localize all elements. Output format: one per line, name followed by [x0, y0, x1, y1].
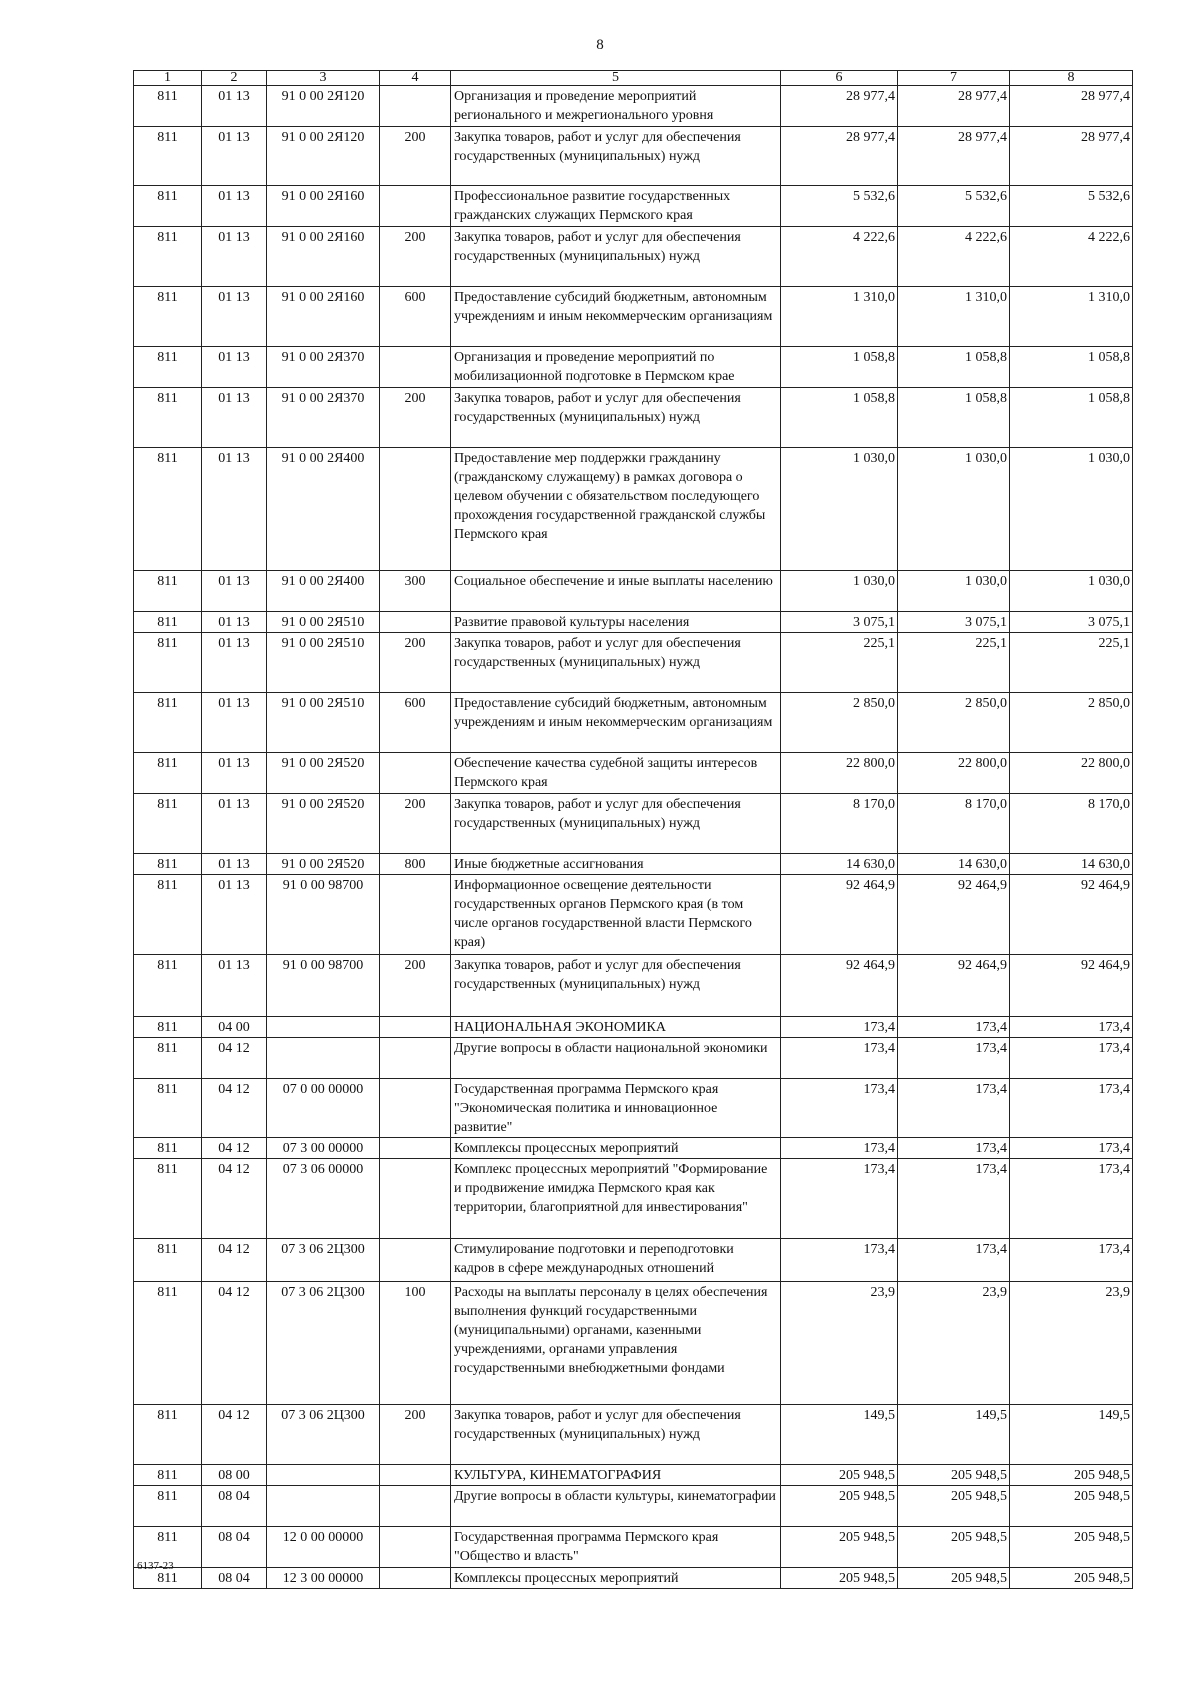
target-article-cell: 91 0 00 2Я370: [267, 388, 380, 448]
expense-type-cell: [380, 753, 451, 794]
table-row: [134, 388, 1133, 448]
amount-cell-col7: 22 800,0: [898, 753, 1010, 794]
expense-type-cell: [380, 1486, 451, 1527]
expense-type-cell: 200: [380, 127, 451, 186]
target-article-cell: 91 0 00 2Я510: [267, 693, 380, 753]
description-cell: Комплексы процессных мероприятий: [451, 1568, 781, 1589]
subsection-code-cell: 01 13: [202, 875, 267, 955]
target-article-cell: 07 3 00 00000: [267, 1138, 380, 1159]
amount-cell-col6: 173,4: [781, 1038, 898, 1079]
section-code-cell: 811: [134, 1282, 202, 1405]
table-row: [134, 86, 1133, 127]
section-code-cell: 811: [134, 794, 202, 854]
amount-cell-col8: 92 464,9: [1010, 875, 1133, 955]
target-article-cell: [267, 1465, 380, 1486]
subsection-code-cell: 01 13: [202, 633, 267, 693]
description-cell: Закупка товаров, работ и услуг для обеспечения государственных (муниципальных) нужд: [451, 955, 781, 1017]
amount-cell-col8: 1 030,0: [1010, 448, 1133, 571]
target-article-cell: 91 0 00 2Я400: [267, 571, 380, 612]
section-code-cell: 811: [134, 1138, 202, 1159]
subsection-code-cell: 08 04: [202, 1527, 267, 1568]
table-row: [134, 693, 1133, 753]
amount-cell-col7: 205 948,5: [898, 1486, 1010, 1527]
target-article-cell: 91 0 00 2Я520: [267, 794, 380, 854]
amount-cell-col8: 2 850,0: [1010, 693, 1133, 753]
section-code-cell: 811: [134, 287, 202, 347]
table-row: [134, 1568, 1133, 1589]
expense-type-cell: 200: [380, 227, 451, 287]
section-code-cell: 811: [134, 612, 202, 633]
amount-cell-col6: 2 850,0: [781, 693, 898, 753]
amount-cell-col6: 92 464,9: [781, 875, 898, 955]
amount-cell-col8: 92 464,9: [1010, 955, 1133, 1017]
budget-table: [133, 70, 1133, 1589]
amount-cell-col8: 173,4: [1010, 1159, 1133, 1239]
amount-cell-col6: 4 222,6: [781, 227, 898, 287]
amount-cell-col7: 173,4: [898, 1038, 1010, 1079]
table-row: [134, 347, 1133, 388]
section-code-cell: 811: [134, 186, 202, 227]
page-number: 8: [596, 37, 604, 53]
description-cell: Информационное освещение деятельности государственных органов Пермского края (в том числе органов государственной власти Пермского края): [451, 875, 781, 955]
section-code-cell: 811: [134, 388, 202, 448]
description-cell: Развитие правовой культуры населения: [451, 612, 781, 633]
description-cell: Расходы на выплаты персоналу в целях обеспечения выполнения функций государственными (муниципальными) органами, казенными учреждениями, органами управления государственными внебюджетными фондами: [451, 1282, 781, 1405]
target-article-cell: 91 0 00 2Я160: [267, 227, 380, 287]
amount-cell-col7: 28 977,4: [898, 86, 1010, 127]
expense-type-cell: [380, 612, 451, 633]
column-header: 5: [451, 71, 781, 86]
amount-cell-col7: 205 948,5: [898, 1465, 1010, 1486]
subsection-code-cell: 01 13: [202, 287, 267, 347]
amount-cell-col6: 173,4: [781, 1138, 898, 1159]
section-code-cell: 811: [134, 571, 202, 612]
description-cell: Организация и проведение мероприятий по мобилизационной подготовке в Пермском крае: [451, 347, 781, 388]
amount-cell-col6: 205 948,5: [781, 1465, 898, 1486]
target-article-cell: 91 0 00 2Я520: [267, 753, 380, 794]
amount-cell-col8: 28 977,4: [1010, 86, 1133, 127]
amount-cell-col8: 205 948,5: [1010, 1465, 1133, 1486]
amount-cell-col8: 22 800,0: [1010, 753, 1133, 794]
section-code-cell: 811: [134, 854, 202, 875]
expense-type-cell: [380, 1239, 451, 1282]
amount-cell-col6: 8 170,0: [781, 794, 898, 854]
expense-type-cell: 200: [380, 388, 451, 448]
subsection-code-cell: 04 12: [202, 1405, 267, 1465]
amount-cell-col6: 92 464,9: [781, 955, 898, 1017]
amount-cell-col6: 205 948,5: [781, 1486, 898, 1527]
section-code-cell: 811: [134, 1568, 202, 1589]
description-cell: Организация и проведение мероприятий регионального и межрегионального уровня: [451, 86, 781, 127]
amount-cell-col6: 28 977,4: [781, 86, 898, 127]
subsection-code-cell: 08 04: [202, 1568, 267, 1589]
table-row: [134, 1239, 1133, 1282]
subsection-code-cell: 01 13: [202, 448, 267, 571]
target-article-cell: 07 3 06 2Ц300: [267, 1239, 380, 1282]
document-code: 6137-23: [137, 1560, 174, 1572]
description-cell: Закупка товаров, работ и услуг для обеспечения государственных (муниципальных) нужд: [451, 227, 781, 287]
target-article-cell: 07 3 06 00000: [267, 1159, 380, 1239]
amount-cell-col8: 4 222,6: [1010, 227, 1133, 287]
subsection-code-cell: 01 13: [202, 612, 267, 633]
target-article-cell: [267, 1038, 380, 1079]
amount-cell-col7: 205 948,5: [898, 1527, 1010, 1568]
subsection-code-cell: 01 13: [202, 854, 267, 875]
amount-cell-col7: 1 058,8: [898, 388, 1010, 448]
target-article-cell: 91 0 00 2Я510: [267, 612, 380, 633]
subsection-code-cell: 08 00: [202, 1465, 267, 1486]
table-row: [134, 186, 1133, 227]
amount-cell-col8: 1 058,8: [1010, 388, 1133, 448]
subsection-code-cell: 01 13: [202, 186, 267, 227]
table-row: [134, 1486, 1133, 1527]
description-cell: Закупка товаров, работ и услуг для обеспечения государственных (муниципальных) нужд: [451, 1405, 781, 1465]
amount-cell-col8: 8 170,0: [1010, 794, 1133, 854]
column-header: 6: [781, 71, 898, 86]
target-article-cell: 07 3 06 2Ц300: [267, 1405, 380, 1465]
table-row: [134, 794, 1133, 854]
amount-cell-col6: 1 058,8: [781, 388, 898, 448]
expense-type-cell: [380, 1527, 451, 1568]
table-row: [134, 1405, 1133, 1465]
section-code-cell: 811: [134, 633, 202, 693]
subsection-code-cell: 04 12: [202, 1159, 267, 1239]
description-cell: Закупка товаров, работ и услуг для обеспечения государственных (муниципальных) нужд: [451, 127, 781, 186]
amount-cell-col7: 173,4: [898, 1239, 1010, 1282]
amount-cell-col7: 173,4: [898, 1079, 1010, 1138]
table-row: [134, 571, 1133, 612]
amount-cell-col8: 173,4: [1010, 1017, 1133, 1038]
target-article-cell: [267, 1486, 380, 1527]
amount-cell-col8: 205 948,5: [1010, 1527, 1133, 1568]
table-row: [134, 854, 1133, 875]
expense-type-cell: [380, 1138, 451, 1159]
description-cell: КУЛЬТУРА, КИНЕМАТОГРАФИЯ: [451, 1465, 781, 1486]
expense-type-cell: 600: [380, 693, 451, 753]
description-cell: Предоставление субсидий бюджетным, автономным учреждениям и иным некоммерческим организациям: [451, 287, 781, 347]
amount-cell-col7: 14 630,0: [898, 854, 1010, 875]
target-article-cell: 07 3 06 2Ц300: [267, 1282, 380, 1405]
amount-cell-col7: 1 030,0: [898, 448, 1010, 571]
table-body: [134, 86, 1133, 1589]
expense-type-cell: [380, 1568, 451, 1589]
subsection-code-cell: 01 13: [202, 347, 267, 388]
column-header: 8: [1010, 71, 1133, 86]
section-code-cell: 811: [134, 127, 202, 186]
column-header: 4: [380, 71, 451, 86]
amount-cell-col8: 1 058,8: [1010, 347, 1133, 388]
table-row: [134, 227, 1133, 287]
section-code-cell: 811: [134, 1038, 202, 1079]
amount-cell-col6: 173,4: [781, 1239, 898, 1282]
subsection-code-cell: 04 12: [202, 1138, 267, 1159]
expense-type-cell: [380, 347, 451, 388]
amount-cell-col7: 8 170,0: [898, 794, 1010, 854]
expense-type-cell: 600: [380, 287, 451, 347]
target-article-cell: 91 0 00 2Я400: [267, 448, 380, 571]
amount-cell-col7: 173,4: [898, 1138, 1010, 1159]
amount-cell-col6: 1 058,8: [781, 347, 898, 388]
target-article-cell: 91 0 00 2Я120: [267, 86, 380, 127]
subsection-code-cell: 08 04: [202, 1486, 267, 1527]
expense-type-cell: 200: [380, 633, 451, 693]
target-article-cell: 91 0 00 2Я160: [267, 287, 380, 347]
description-cell: НАЦИОНАЛЬНАЯ ЭКОНОМИКА: [451, 1017, 781, 1038]
table-row: [134, 448, 1133, 571]
target-article-cell: 91 0 00 2Я520: [267, 854, 380, 875]
expense-type-cell: [380, 875, 451, 955]
description-cell: Комплексы процессных мероприятий: [451, 1138, 781, 1159]
description-cell: Государственная программа Пермского края "Общество и власть": [451, 1527, 781, 1568]
amount-cell-col7: 1 058,8: [898, 347, 1010, 388]
expense-type-cell: [380, 1038, 451, 1079]
amount-cell-col7: 2 850,0: [898, 693, 1010, 753]
amount-cell-col6: 14 630,0: [781, 854, 898, 875]
expense-type-cell: [380, 448, 451, 571]
amount-cell-col6: 22 800,0: [781, 753, 898, 794]
description-cell: Обеспечение качества судебной защиты интересов Пермского края: [451, 753, 781, 794]
amount-cell-col7: 149,5: [898, 1405, 1010, 1465]
section-code-cell: 811: [134, 1527, 202, 1568]
target-article-cell: 91 0 00 98700: [267, 955, 380, 1017]
expense-type-cell: 300: [380, 571, 451, 612]
table-row: [134, 127, 1133, 186]
subsection-code-cell: 01 13: [202, 86, 267, 127]
amount-cell-col8: 14 630,0: [1010, 854, 1133, 875]
expense-type-cell: [380, 86, 451, 127]
target-article-cell: [267, 1017, 380, 1038]
amount-cell-col8: 173,4: [1010, 1038, 1133, 1079]
subsection-code-cell: 01 13: [202, 955, 267, 1017]
amount-cell-col6: 3 075,1: [781, 612, 898, 633]
amount-cell-col7: 92 464,9: [898, 955, 1010, 1017]
expense-type-cell: [380, 1159, 451, 1239]
section-code-cell: 811: [134, 1465, 202, 1486]
description-cell: Государственная программа Пермского края "Экономическая политика и инновационное развитие": [451, 1079, 781, 1138]
amount-cell-col7: 173,4: [898, 1159, 1010, 1239]
section-code-cell: 811: [134, 1159, 202, 1239]
amount-cell-col6: 28 977,4: [781, 127, 898, 186]
target-article-cell: 91 0 00 2Я510: [267, 633, 380, 693]
section-code-cell: 811: [134, 1017, 202, 1038]
amount-cell-col6: 5 532,6: [781, 186, 898, 227]
expense-type-cell: [380, 1017, 451, 1038]
table-row: [134, 287, 1133, 347]
amount-cell-col7: 4 222,6: [898, 227, 1010, 287]
section-code-cell: 811: [134, 448, 202, 571]
column-header: 1: [134, 71, 202, 86]
target-article-cell: 91 0 00 2Я370: [267, 347, 380, 388]
target-article-cell: 12 0 00 00000: [267, 1527, 380, 1568]
description-cell: Закупка товаров, работ и услуг для обеспечения государственных (муниципальных) нужд: [451, 633, 781, 693]
amount-cell-col7: 205 948,5: [898, 1568, 1010, 1589]
amount-cell-col8: 149,5: [1010, 1405, 1133, 1465]
amount-cell-col8: 23,9: [1010, 1282, 1133, 1405]
section-code-cell: 811: [134, 1486, 202, 1527]
column-header: 2: [202, 71, 267, 86]
amount-cell-col7: 3 075,1: [898, 612, 1010, 633]
description-cell: Закупка товаров, работ и услуг для обеспечения государственных (муниципальных) нужд: [451, 794, 781, 854]
subsection-code-cell: 04 12: [202, 1239, 267, 1282]
description-cell: Предоставление мер поддержки гражданину (гражданскому служащему) в рамках договора о целевом обучении с обязательством последующего прохождения государственной гражданской службы Пермского края: [451, 448, 781, 571]
table-row: [134, 1138, 1133, 1159]
expense-type-cell: 200: [380, 794, 451, 854]
description-cell: Предоставление субсидий бюджетным, автономным учреждениям и иным некоммерческим организациям: [451, 693, 781, 753]
subsection-code-cell: 01 13: [202, 388, 267, 448]
subsection-code-cell: 04 12: [202, 1038, 267, 1079]
amount-cell-col7: 1 030,0: [898, 571, 1010, 612]
subsection-code-cell: 01 13: [202, 753, 267, 794]
amount-cell-col6: 23,9: [781, 1282, 898, 1405]
amount-cell-col8: 1 030,0: [1010, 571, 1133, 612]
section-code-cell: 811: [134, 86, 202, 127]
subsection-code-cell: 01 13: [202, 571, 267, 612]
subsection-code-cell: 01 13: [202, 693, 267, 753]
amount-cell-col6: 149,5: [781, 1405, 898, 1465]
description-cell: Профессиональное развитие государственных гражданских служащих Пермского края: [451, 186, 781, 227]
table-row: [134, 1159, 1133, 1239]
expense-type-cell: 800: [380, 854, 451, 875]
section-code-cell: 811: [134, 1239, 202, 1282]
expense-type-cell: 200: [380, 1405, 451, 1465]
target-article-cell: 12 3 00 00000: [267, 1568, 380, 1589]
section-code-cell: 811: [134, 227, 202, 287]
expense-type-cell: [380, 186, 451, 227]
description-cell: Закупка товаров, работ и услуг для обеспечения государственных (муниципальных) нужд: [451, 388, 781, 448]
section-code-cell: 811: [134, 1405, 202, 1465]
subsection-code-cell: 04 00: [202, 1017, 267, 1038]
table-row: [134, 1465, 1133, 1486]
amount-cell-col6: 1 310,0: [781, 287, 898, 347]
section-code-cell: 811: [134, 955, 202, 1017]
table-row: [134, 955, 1133, 1017]
section-code-cell: 811: [134, 347, 202, 388]
amount-cell-col8: 225,1: [1010, 633, 1133, 693]
description-cell: Комплекс процессных мероприятий "Формирование и продвижение имиджа Пермского края как территории, благоприятной для инвестирования": [451, 1159, 781, 1239]
expense-type-cell: [380, 1079, 451, 1138]
table-row: [134, 1079, 1133, 1138]
description-cell: Стимулирование подготовки и переподготовки кадров в сфере международных отношений: [451, 1239, 781, 1282]
amount-cell-col7: 225,1: [898, 633, 1010, 693]
amount-cell-col6: 205 948,5: [781, 1527, 898, 1568]
section-code-cell: 811: [134, 753, 202, 794]
amount-cell-col7: 1 310,0: [898, 287, 1010, 347]
amount-cell-col6: 173,4: [781, 1159, 898, 1239]
target-article-cell: 91 0 00 98700: [267, 875, 380, 955]
description-cell: Иные бюджетные ассигнования: [451, 854, 781, 875]
amount-cell-col6: 205 948,5: [781, 1568, 898, 1589]
amount-cell-col7: 28 977,4: [898, 127, 1010, 186]
target-article-cell: 91 0 00 2Я120: [267, 127, 380, 186]
target-article-cell: 91 0 00 2Я160: [267, 186, 380, 227]
amount-cell-col6: 173,4: [781, 1017, 898, 1038]
table-row: [134, 1038, 1133, 1079]
subsection-code-cell: 04 12: [202, 1079, 267, 1138]
expense-type-cell: [380, 1465, 451, 1486]
table-row: [134, 1282, 1133, 1405]
column-header-row: [134, 71, 1133, 86]
section-code-cell: 811: [134, 1079, 202, 1138]
subsection-code-cell: 01 13: [202, 127, 267, 186]
amount-cell-col6: 1 030,0: [781, 571, 898, 612]
section-code-cell: 811: [134, 693, 202, 753]
amount-cell-col7: 5 532,6: [898, 186, 1010, 227]
amount-cell-col7: 92 464,9: [898, 875, 1010, 955]
table-row: [134, 753, 1133, 794]
column-header: 7: [898, 71, 1010, 86]
description-cell: Другие вопросы в области национальной экономики: [451, 1038, 781, 1079]
table-row: [134, 633, 1133, 693]
table-row: [134, 612, 1133, 633]
section-code-cell: 811: [134, 875, 202, 955]
table-row: [134, 1017, 1133, 1038]
subsection-code-cell: 04 12: [202, 1282, 267, 1405]
description-cell: Социальное обеспечение и иные выплаты населению: [451, 571, 781, 612]
table-row: [134, 1527, 1133, 1568]
amount-cell-col8: 205 948,5: [1010, 1568, 1133, 1589]
target-article-cell: 07 0 00 00000: [267, 1079, 380, 1138]
amount-cell-col7: 23,9: [898, 1282, 1010, 1405]
expense-type-cell: 200: [380, 955, 451, 1017]
amount-cell-col8: 5 532,6: [1010, 186, 1133, 227]
expense-type-cell: 100: [380, 1282, 451, 1405]
column-header: 3: [267, 71, 380, 86]
amount-cell-col8: 28 977,4: [1010, 127, 1133, 186]
amount-cell-col6: 173,4: [781, 1079, 898, 1138]
amount-cell-col8: 205 948,5: [1010, 1486, 1133, 1527]
subsection-code-cell: 01 13: [202, 794, 267, 854]
amount-cell-col8: 173,4: [1010, 1138, 1133, 1159]
amount-cell-col8: 1 310,0: [1010, 287, 1133, 347]
table-row: [134, 875, 1133, 955]
amount-cell-col6: 1 030,0: [781, 448, 898, 571]
subsection-code-cell: 01 13: [202, 227, 267, 287]
amount-cell-col7: 173,4: [898, 1017, 1010, 1038]
amount-cell-col8: 173,4: [1010, 1079, 1133, 1138]
description-cell: Другие вопросы в области культуры, кинематографии: [451, 1486, 781, 1527]
amount-cell-col8: 173,4: [1010, 1239, 1133, 1282]
amount-cell-col8: 3 075,1: [1010, 612, 1133, 633]
amount-cell-col6: 225,1: [781, 633, 898, 693]
